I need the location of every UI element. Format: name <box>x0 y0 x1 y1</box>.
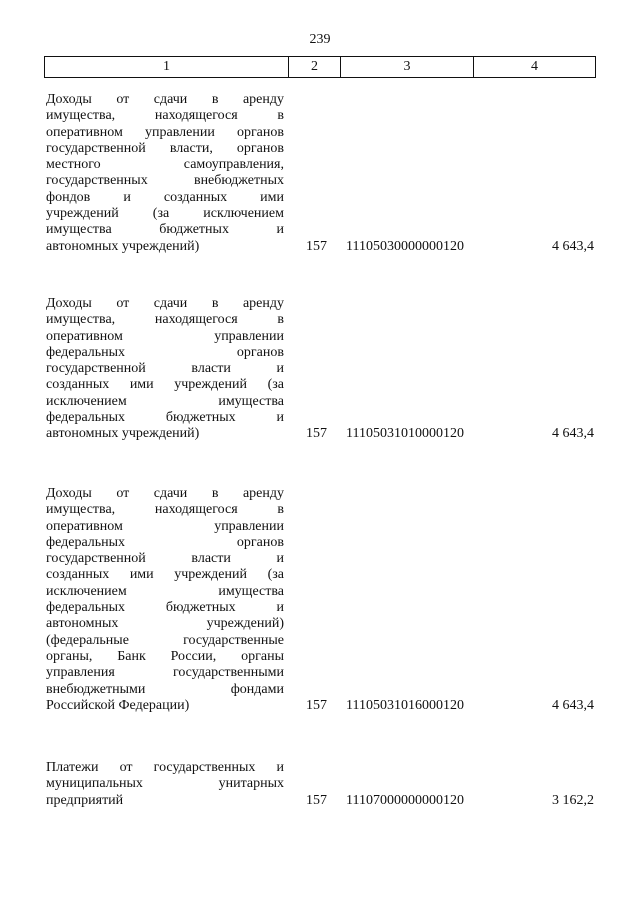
description-line: оперативном управлении <box>46 518 284 534</box>
description-line: исключением имущества <box>46 583 284 599</box>
description-line: исключением имущества <box>46 393 284 409</box>
row-budget-code: 11105030000000120 <box>346 238 464 254</box>
description-line: Российской Федерации) <box>46 697 190 713</box>
row-admin-code: 157 <box>306 697 327 713</box>
row-description <box>46 92 284 255</box>
description-line: федеральных бюджетных и <box>46 600 284 616</box>
header-column-4: 4 <box>474 57 596 78</box>
description-line: государственной власти, органов <box>46 140 284 156</box>
row-budget-code: 11105031016000120 <box>346 697 464 713</box>
description-line: органы, Банк России, органы <box>46 648 284 664</box>
row-amount: 4 643,4 <box>552 697 594 713</box>
description-line: оперативном управлении <box>46 328 284 344</box>
description-line: федеральных органов <box>46 534 284 550</box>
row-description <box>46 296 284 443</box>
description-line: фондов и созданных ими <box>46 189 284 205</box>
row-budget-code: 11105031010000120 <box>346 426 464 442</box>
description-line: федеральных органов <box>46 344 284 360</box>
description-line: имущества, находящегося в <box>46 108 284 124</box>
description-line: автономных учреждений) <box>46 238 200 254</box>
description-line: Платежи от государственных и <box>46 760 284 775</box>
description-line: автономных учреждений) <box>46 426 200 442</box>
description-line: оперативном управлении органов <box>46 124 284 140</box>
description-line: Доходы от сдачи в аренду <box>46 296 284 311</box>
header-column-3: 3 <box>341 57 474 78</box>
description-line: Доходы от сдачи в аренду <box>46 92 284 107</box>
row-amount: 4 643,4 <box>552 426 594 442</box>
description-line: созданных ими учреждений (за <box>46 377 284 393</box>
description-line: государственной власти и <box>46 551 284 567</box>
description-line: государственной власти и <box>46 361 284 377</box>
row-amount: 4 643,4 <box>552 238 594 254</box>
description-line: (федеральные государственные <box>46 632 284 648</box>
description-line: имущества бюджетных и <box>46 222 284 238</box>
description-line: управления государственными <box>46 665 284 681</box>
row-admin-code: 157 <box>306 792 327 808</box>
description-line: созданных ими учреждений (за <box>46 567 284 583</box>
description-line: имущества, находящегося в <box>46 312 284 328</box>
description-line: федеральных бюджетных и <box>46 410 284 426</box>
description-line: Доходы от сдачи в аренду <box>46 486 284 501</box>
header-row <box>45 57 596 78</box>
description-line: автономных учреждений) <box>46 616 284 632</box>
description-line: учреждений (за исключением <box>46 206 284 222</box>
description-line: государственных внебюджетных <box>46 173 284 189</box>
row-budget-code: 11107000000000120 <box>346 792 464 808</box>
description-line: муниципальных унитарных <box>46 776 284 792</box>
row-admin-code: 157 <box>306 426 327 442</box>
header-column-2: 2 <box>289 57 341 78</box>
row-description <box>46 760 284 809</box>
table-header <box>44 56 596 78</box>
description-line: имущества, находящегося в <box>46 502 284 518</box>
row-admin-code: 157 <box>306 238 327 254</box>
row-description <box>46 486 284 714</box>
header-column-1: 1 <box>45 57 289 78</box>
description-line: предприятий <box>46 792 124 808</box>
page-number: 239 <box>309 32 331 47</box>
description-line: местного самоуправления, <box>46 157 284 173</box>
row-amount: 3 162,2 <box>552 792 594 808</box>
description-line: внебюджетными фондами <box>46 681 284 697</box>
